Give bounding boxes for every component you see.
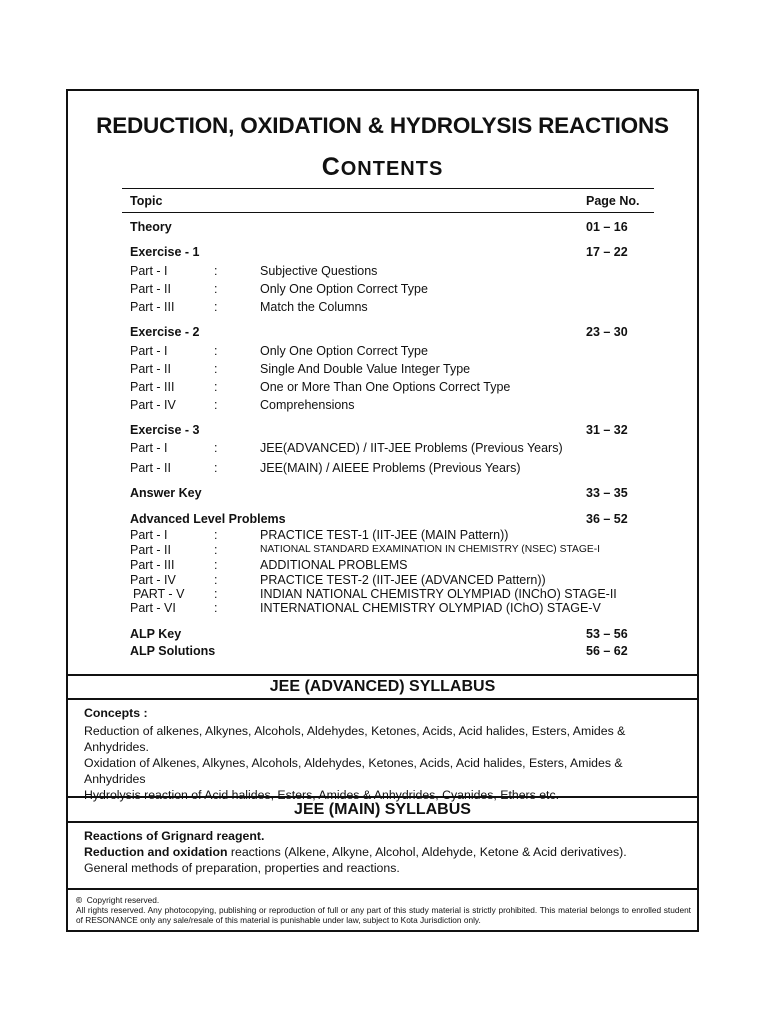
part-separator: : (214, 573, 218, 587)
page-frame (66, 89, 699, 932)
toc-part-row (68, 543, 697, 559)
toc-section-exercise-3 (68, 423, 697, 439)
section-pages: 36 – 52 (586, 512, 628, 526)
part-label: Part - VI (130, 601, 176, 615)
toc-section-exercise-2 (68, 325, 697, 341)
section-title: Answer Key (130, 486, 202, 500)
contents-heading (68, 153, 697, 182)
toc-part-row (68, 380, 697, 396)
part-label: Part - III (130, 300, 175, 314)
part-label: Part - II (130, 543, 171, 557)
part-separator: : (214, 461, 218, 475)
part-description: INDIAN NATIONAL CHEMISTRY OLYMPIAD (INChO) STAGE-II (260, 587, 617, 601)
syllabus-line: Reactions of Grignard reagent. (84, 829, 265, 843)
advanced-syllabus-body (84, 705, 683, 803)
contents-heading-rest: ONTENTS (340, 158, 444, 180)
part-description: INTERNATIONAL CHEMISTRY OLYMPIAD (IChO) STAGE-V (260, 601, 601, 615)
part-separator: : (214, 398, 218, 412)
part-description: Single And Double Value Integer Type (260, 362, 471, 376)
part-label: Part - IV (130, 398, 176, 412)
part-label: Part - IV (130, 573, 176, 587)
part-description: NATIONAL STANDARD EXAMINATION IN CHEMISTRY (NSEC) STAGE-I (260, 544, 601, 555)
copyright-rule (68, 888, 697, 890)
part-label: Part - I (130, 344, 168, 358)
part-label: Part - II (130, 282, 171, 296)
section-pages: 31 – 32 (586, 423, 628, 437)
toc-part-row (68, 344, 697, 360)
section-title: Advanced Level Problems (130, 512, 286, 526)
part-separator: : (214, 441, 218, 455)
contents-heading-initial: C (321, 153, 341, 181)
part-label: Part - II (130, 461, 171, 475)
toc-part-row (68, 264, 697, 280)
part-separator: : (214, 543, 218, 557)
part-separator: : (214, 362, 218, 376)
syllabus-line-bold: Reduction and oxidation (84, 845, 228, 859)
part-description: Only One Option Correct Type (260, 344, 428, 358)
toc-part-row (68, 601, 697, 617)
part-description: JEE(ADVANCED) / IIT-JEE Problems (Previous Years) (260, 441, 563, 455)
part-separator: : (214, 528, 218, 542)
topic-column-header: Topic (130, 194, 163, 208)
part-separator: : (214, 300, 218, 314)
part-label: Part - I (130, 264, 168, 278)
table-top-rule (122, 188, 654, 189)
part-description: Match the Columns (260, 300, 368, 314)
section-title: ALP Solutions (130, 644, 216, 658)
syllabus-line (84, 844, 683, 860)
part-separator: : (214, 587, 218, 601)
copyright-heading-line (76, 895, 691, 905)
toc-section-advanced-level-problems (68, 512, 697, 528)
part-separator: : (214, 558, 218, 572)
section-title: ALP Key (130, 627, 182, 641)
part-separator: : (214, 344, 218, 358)
toc-part-row (68, 558, 697, 574)
toc-part-row (68, 362, 697, 378)
document-title: REDUCTION, OXIDATION & HYDROLYSIS REACTIONS (96, 113, 669, 138)
part-description: Comprehensions (260, 398, 355, 412)
toc-section-alp-key (68, 627, 697, 643)
page-column-header: Page No. (586, 194, 640, 208)
section-pages: 33 – 35 (586, 486, 628, 500)
section-pages: 53 – 56 (586, 627, 628, 641)
copyright-symbol: © (76, 895, 83, 905)
advanced-syllabus-heading: JEE (ADVANCED) SYLLABUS (68, 674, 697, 700)
toc-part-row (68, 461, 697, 477)
copyright-heading: Copyright reserved. (86, 895, 160, 905)
section-pages: 01 – 16 (586, 220, 628, 234)
toc-section-exercise-1 (68, 245, 697, 261)
section-title: Theory (130, 220, 172, 234)
part-separator: : (214, 282, 218, 296)
main-syllabus-heading: JEE (MAIN) SYLLABUS (68, 796, 697, 823)
toc-section-alp-solutions (68, 644, 697, 660)
toc-part-row (68, 441, 697, 457)
section-pages: 23 – 30 (586, 325, 628, 339)
part-label: Part - II (130, 362, 171, 376)
section-title: Exercise - 2 (130, 325, 200, 339)
syllabus-line: Oxidation of Alkenes, Alkynes, Alcohols, Aldehydes, Ketones, Acids, Acid halides, Esters, Amides & Anhydrides (84, 756, 623, 786)
section-title: Exercise - 1 (130, 245, 200, 259)
part-label: PART - V (133, 587, 185, 601)
syllabus-line: Reduction of alkenes, Alkynes, Alcohols, Aldehydes, Ketones, Acids, Acid halides, Esters, Amides & Anhydrides. (84, 724, 626, 754)
copyright-text: All rights reserved. Any photocopying, publishing or reproduction of full or any part of this study material is strictly prohibited. This material belongs to enrolled student of RESONANCE only any sale/resale of this material is punishable under law, subject to Kota Jurisdiction only. (76, 905, 691, 925)
section-pages: 17 – 22 (586, 245, 628, 259)
part-description: Subjective Questions (260, 264, 378, 278)
part-description: ADDITIONAL PROBLEMS (260, 558, 408, 572)
part-label: Part - I (130, 528, 168, 542)
toc-part-row (68, 528, 697, 544)
part-separator: : (214, 601, 218, 615)
section-pages: 56 – 62 (586, 644, 628, 658)
part-description: One or More Than One Options Correct Type (260, 380, 511, 394)
toc-part-row (68, 300, 697, 316)
part-description: Only One Option Correct Type (260, 282, 428, 296)
part-label: Part - I (130, 441, 168, 455)
part-separator: : (214, 380, 218, 394)
syllabus-line-rest: reactions (Alkene, Alkyne, Alcohol, Aldehyde, Ketone & Acid derivatives). (227, 845, 627, 859)
main-syllabus-body (84, 828, 683, 876)
part-description: PRACTICE TEST-2 (IIT-JEE (ADVANCED Pattern)) (260, 573, 546, 587)
table-header-rule (122, 212, 654, 213)
syllabus-line: General methods of preparation, properties and reactions. (84, 861, 400, 875)
part-label: Part - III (130, 558, 175, 572)
concepts-label: Concepts : (84, 706, 148, 720)
part-label: Part - III (130, 380, 175, 394)
toc-part-row (68, 282, 697, 298)
copyright-notice (76, 895, 691, 925)
toc-section-answer-key (68, 486, 697, 502)
toc-part-row (68, 398, 697, 414)
section-title: Exercise - 3 (130, 423, 200, 437)
syllabus-line: Hydrolysis reaction of Acid halides, Esters, Amides & Anhydrides, Cyanides, Ethers etc. (84, 788, 560, 802)
toc-section-theory (68, 220, 697, 236)
part-description: PRACTICE TEST-1 (IIT-JEE (MAIN Pattern)) (260, 528, 509, 542)
part-description: JEE(MAIN) / AIEEE Problems (Previous Years) (260, 461, 521, 475)
part-separator: : (214, 264, 218, 278)
